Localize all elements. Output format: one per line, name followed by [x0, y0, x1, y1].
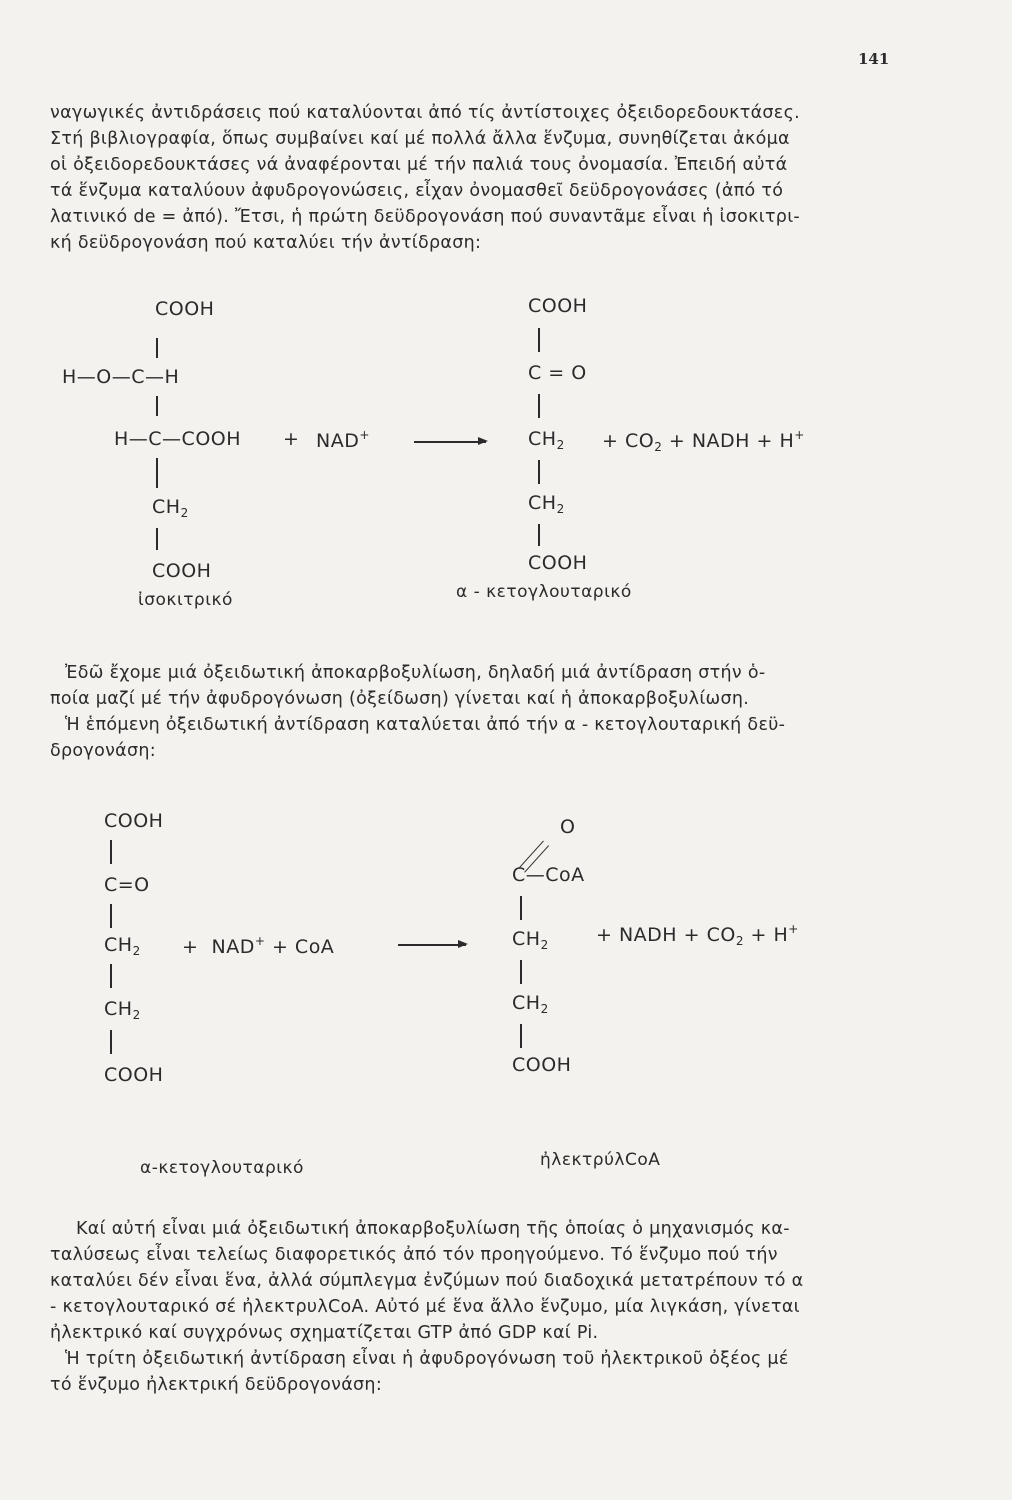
isocitrate-cooh-top: COOH — [155, 298, 215, 320]
reaction-arrow — [414, 441, 486, 443]
succinylcoa-label: ἠλεκτρύλCoA — [540, 1150, 661, 1170]
bond-line — [110, 904, 112, 928]
succinylcoa-ccoa: C—CoA — [512, 864, 585, 886]
text-line: Ἡ ἑπόμενη ὀξειδωτική ἀντίδραση καταλύεται ἀπό τήν α - κετογλουταρική δεϋ- — [65, 715, 786, 735]
text-line: - κετογλουταρικό σέ ἠλεκτρυλCoA. Αὐτό μέ ἕνα ἄλλο ἕνζυμο, μία λιγκάση, γίνεται — [50, 1297, 800, 1317]
bond-line — [156, 458, 158, 488]
succinylcoa-ch2-upper: $CH_2$ — [512, 928, 549, 952]
paragraph-complex-mechanism — [50, 1216, 900, 1398]
aketo2-ch2-lower: $CH_2$ — [104, 998, 141, 1022]
aketo2-co: C=O — [104, 874, 150, 896]
reagents-nad-coa: + NAD+ + CoA — [182, 934, 335, 958]
aketo-ch2-upper: $CH_2$ — [528, 428, 565, 452]
isocitrate-cooh-bottom: COOH — [152, 560, 212, 582]
text-line: Ἐδῶ ἔχομε μιά ὀξειδωτική ἀποκαρβοξυλίωση, δηλαδή μιά ἀντίδραση στήν ὁ- — [65, 663, 766, 683]
text-line: ταλύσεως εἶναι τελείως διαφορετικός ἀπό τόν προηγούμενο. Τό ἕνζυμο πού τήν — [50, 1245, 778, 1265]
text-line: Ἡ τρίτη ὀξειδωτική ἀντίδραση εἶναι ἡ ἀφυδρογόνωση τοῦ ἠλεκτρικοῦ ὀξέος μέ — [65, 1349, 789, 1369]
aketo-ch2-lower: $CH_2$ — [528, 492, 565, 516]
aketo2-label: α-κετογλουταρικό — [140, 1158, 304, 1178]
bond-line — [110, 964, 112, 988]
bond-line — [538, 328, 540, 352]
text-line: καταλύει δέν εἶναι ἕνα, ἀλλά σύμπλεγμα ἐνζύμων πού διαδοχικά μετατρέπουν τό α — [50, 1271, 804, 1291]
aketo-cooh-top: COOH — [528, 295, 588, 317]
products-co2: + $CO_2$ + NADH + H+ — [602, 428, 805, 454]
bond-line — [110, 1030, 112, 1054]
aketo2-ch2-upper: $CH_2$ — [104, 934, 141, 958]
bond-line — [520, 896, 522, 920]
bond-line — [520, 960, 522, 984]
text-line: κή δεϋδρογονάση πού καταλύει τήν ἀντίδραση: — [50, 233, 482, 253]
reaction-arrow — [398, 944, 466, 946]
succinylcoa-oxygen: O — [560, 816, 576, 838]
isocitrate-ch2: $CH_2$ — [152, 496, 189, 520]
text-line: Καί αὐτή εἶναι μιά ὀξειδωτική ἀποκαρβοξυλίωση τῆς ὁποίας ὁ μηχανισμός κα- — [76, 1219, 790, 1239]
aketo-co: C = O — [528, 362, 587, 384]
bond-line — [110, 840, 112, 864]
bond-line — [156, 338, 158, 358]
bond-line — [156, 396, 158, 416]
aketo2-cooh-top: COOH — [104, 810, 164, 832]
aketo-label: α - κετογλουταρικό — [456, 582, 632, 602]
isocitrate-hccooh: H—C—COOH — [114, 428, 242, 450]
nad-reagent: NAD+ — [316, 428, 370, 452]
products-nadh-co2: + NADH + $CO_2 + H^+$ — [596, 922, 799, 948]
text-line: οἱ ὀξειδορεδουκτάσες νά ἀναφέρονται μέ τήν παλιά τους ὀνομασία. Ἐπειδή αὐτά — [50, 155, 788, 175]
bond-line — [156, 528, 158, 550]
text-line: τό ἕνζυμο ἠλεκτρική δεϋδρογονάση: — [50, 1375, 383, 1395]
succinylcoa-ch2-lower: $CH_2$ — [512, 992, 549, 1016]
text-line: ἠλεκτρικό καί συγχρόνως σχηματίζεται GTP ἀπό GDP καί Pi. — [50, 1323, 599, 1343]
plus-sign: + — [283, 428, 300, 450]
text-line: ποία μαζί μέ τήν ἀφυδρογόνωση (ὀξείδωση) γίνεται καί ἡ ἀποκαρβοξυλίωση. — [50, 689, 750, 709]
isocitrate-label: ἰσοκιτρικό — [138, 590, 233, 610]
succinylcoa-cooh: COOH — [512, 1054, 572, 1076]
text-line: δρογονάση: — [50, 741, 156, 761]
bond-line — [538, 394, 540, 418]
paragraph-oxidative-decarboxylation — [50, 660, 900, 764]
isocitrate-hoch: H—O—C—H — [62, 366, 180, 388]
bond-line — [520, 1024, 522, 1048]
text-line: λατινικό de = ἀπό). Ἔτσι, ἡ πρώτη δεϋδρογονάση πού συναντᾶμε εἶναι ἡ ἰσοκιτρι- — [50, 207, 801, 227]
aketo2-cooh-bottom: COOH — [104, 1064, 164, 1086]
aketo-cooh-bottom: COOH — [528, 552, 588, 574]
text-line: ναγωγικές ἀντιδράσεις πού καταλύονται ἀπό τίς ἀντίστοιχες ὀξειδορεδουκτάσες. — [50, 103, 800, 123]
paragraph-intro — [50, 100, 900, 256]
text-line: τά ἕνζυμα καταλύουν ἀφυδρογονώσεις, εἶχαν ὀνομασθεῖ δεϋδρογονάσες (ἀπό τό — [50, 181, 784, 201]
text-line: Στή βιβλιογραφία, ὅπως συμβαίνει καί μέ πολλά ἄλλα ἕνζυμα, συνηθίζεται ἀκόμα — [50, 129, 790, 149]
bond-line — [538, 460, 540, 484]
page-number: 141 — [858, 50, 890, 68]
bond-line — [538, 524, 540, 546]
